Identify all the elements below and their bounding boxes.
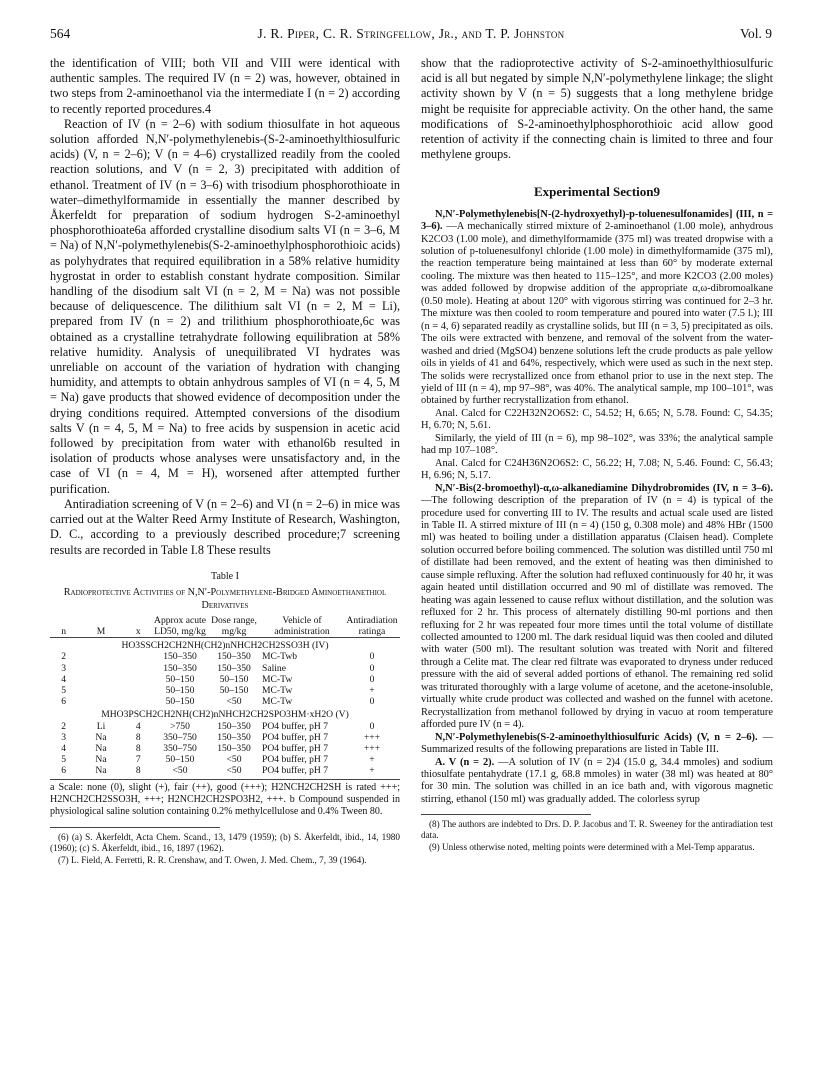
table-cell: +++	[363, 742, 381, 754]
table-header-cell: n	[50, 615, 77, 638]
experimental-paragraph	[421, 757, 773, 807]
table-cell: +	[369, 754, 375, 766]
table-cell: Saline	[262, 662, 286, 674]
table-cell: 0	[369, 662, 375, 674]
paragraph: show that the radioprotective activity of S-2-aminoethylthiosulfuric acid is all but negated by simple N,N′-polymethylene linkage; the slight activity shown by V (n = 5) suggests that a long methylene bridge might be requisite for appreciable activity. On the other hand, the same modifications of S-2-aminoethylphosphorothioic acid allow good retention of activity if the connecting chain is limited to three and four methylene groups.	[421, 56, 773, 162]
table-cell: 6	[50, 765, 77, 779]
paragraph-text: —Summarized results of the following preparations are listed in Table III.	[421, 731, 773, 756]
data-table	[50, 615, 400, 780]
experimental-paragraph	[421, 732, 773, 757]
footnote-divider	[421, 814, 591, 815]
section-title: Experimental Section9	[533, 184, 660, 200]
table-cell: 5	[61, 754, 67, 766]
table-row	[50, 754, 400, 765]
table-cell: MC-Twb	[262, 651, 298, 663]
running-header	[50, 26, 772, 44]
table-cell: 0	[369, 696, 375, 708]
paragraph: the identification of VIII; both VII and VIII were identical with authentic samples. The required IV (n = 2) was, however, obtained in two steps from 2-aminoethanol via the intermediate I (n = 2) according to recently reported procedures.4	[50, 56, 400, 116]
table-cell: PO4 buffer, pH 7	[262, 742, 329, 754]
table-header-cell: Vehicle of administration	[260, 615, 344, 638]
right-column	[421, 56, 773, 854]
table-header-cell: Approx acute LD50, mg/kg	[152, 615, 208, 638]
table-cell: 4	[135, 720, 141, 732]
table-cell: MC-Tw	[262, 696, 293, 708]
table-row	[50, 685, 400, 696]
table-cell: 50–150	[165, 684, 195, 696]
table-cell: 150–350	[163, 662, 197, 674]
paragraph-text: Anal. Calcd for C24H36N2O6S2: C, 56.22; H, 7.08; N, 5.46. Found: C, 56.43; H, 6.96; N, 5.17.	[421, 457, 773, 482]
table-cell: 350–750	[163, 742, 197, 754]
table-header-cell: Antiradiation ratinga	[344, 615, 400, 638]
paragraph-heading: N,N′-Polymethylenebis(S-2-aminoethylthiosulfuric Acids) (V, n = 2–6).	[435, 731, 758, 743]
table-row	[50, 765, 400, 779]
footnotes	[421, 819, 773, 853]
table-cell: 4	[61, 673, 67, 685]
paragraph-text: —A solution of IV (n = 2)4 (15.0 g, 34.4 mmoles) and sodium thiosulfate pentahydrate (17.1 g, 68.8 mmoles) in water (38 ml) was heated at 80° for 30 min. The solution was chilled in an ice bath and, with vigorous magnetic stirring, ethanol (150 ml) was gradually added. The colorless syrup	[421, 756, 773, 805]
table-cell: 2	[61, 720, 67, 732]
table-cell: 150–350	[217, 662, 251, 674]
table-cell	[77, 663, 124, 674]
volume-label: Vol. 9	[739, 26, 772, 41]
table-cell: 4	[61, 742, 67, 754]
table-cell: 0	[369, 651, 375, 663]
table-cell: <50	[152, 765, 208, 779]
table-label: Table I	[211, 570, 239, 582]
table-row	[50, 732, 400, 743]
paragraph: Antiradiation screening of V (n = 2–6) and VI (n = 2–6) in mice was carried out at the Walter Reed Army Institute of Research, Washington, D. C., according to a previously described procedure;7 screening results are recorded in Table I.8 These results	[50, 496, 400, 557]
table-cell: >750	[170, 720, 190, 732]
table-cell: MC-Tw	[262, 684, 293, 696]
table-cell	[125, 685, 152, 696]
table-cell: 50–150	[165, 673, 195, 685]
table-cell: PO4 buffer, pH 7	[262, 731, 329, 743]
table-cell: PO4 buffer, pH 7	[260, 765, 344, 779]
table-cell: <50	[226, 696, 242, 708]
left-column	[50, 56, 400, 867]
table-cell: 150–350	[217, 731, 251, 743]
table-cell: 50–150	[219, 673, 249, 685]
table-cell: 150–350	[217, 720, 251, 732]
table-cell: <50	[208, 765, 260, 779]
table-cell: 0	[369, 720, 375, 732]
paragraph-heading: A. V (n = 2).	[435, 756, 495, 768]
table-row	[50, 674, 400, 685]
footnotes	[50, 832, 400, 866]
paragraph-text: Similarly, the yield of III (n = 6), mp 98–102°, was 33%; the analytical sample had mp 107–108°.	[421, 432, 773, 457]
experimental-paragraph	[421, 209, 773, 408]
table-cell: 3	[61, 662, 67, 674]
footnote-divider	[50, 827, 220, 828]
table-group-title: HO3SSCH2CH2NH(CH2)nNHCH2CH2SSO3H (IV)	[121, 640, 329, 652]
table-cell: 50–150	[165, 754, 195, 766]
table-cell: +++	[363, 731, 381, 743]
table-cell: Na	[77, 765, 124, 779]
table-cell: 0	[369, 673, 375, 685]
table-cell: 8	[135, 742, 141, 754]
table-cell	[77, 696, 124, 707]
table-cell: PO4 buffer, pH 7	[262, 754, 329, 766]
table-cell: 50–150	[219, 684, 249, 696]
table-cell: 50–150	[165, 696, 195, 708]
paragraph-text: —A mechanically stirred mixture of 2-aminoethanol (1.00 mole), anhydrous K2CO3 (1.00 mole), and dimethylformamide (375 ml) was treated dropwise with a solution of p-toluenesulfonyl chloride (1.00 mole) in dimethylformamide (375 ml), the reaction temperature being maintained at less than 60° by moderate external cooling. The mixture was then heated to 115–125°, and more K2CO3 (2.00 moles) was added followed by dropwise addition of the appropriate α,ω-dibromoalkane (0.50 mole). Heating at about 120° with vigorous stirring was continued for 2–3 hr. The mixture was then cooled to room temperature and poured into water (7.5 l.); III (n = 4, 6) separated readily as crystalline solids, but III (n = 3, 5) precipitated as oils. The oils were extracted with benzene, and removal of the solvent from the water-washed and dried (MgSO4) benzene solutions left the crude products as pale yellow oils in yields of 41 and 64%, respectively, which were used as such in the next step. The solids were recrystallized once from ethanol prior to use in the next step. The yield of III (n = 4), mp 97–98°, was 40%. The analytical sample, mp 100–101°, was obtained by further recrystallization from ethanol.	[421, 221, 773, 407]
table-cell: PO4 buffer, pH 7	[262, 720, 329, 732]
table-header-cell: x	[125, 615, 152, 638]
paragraph-heading: N,N′-Polymethylenebis[N-(2-hydroxyethyl)-p-toluenesulfonamides] (III, n = 3–6).	[421, 208, 773, 233]
table-header-cell: M	[77, 615, 124, 638]
table-cell: 350–750	[163, 731, 197, 743]
table-cell: 8	[125, 765, 152, 779]
running-title: J. R. Piper, C. R. Stringfellow, Jr., and T. P. Johnston	[257, 26, 565, 41]
table-cell: 150–350	[217, 651, 251, 663]
experimental-paragraph	[421, 408, 773, 433]
experimental-paragraph	[421, 433, 773, 458]
experimental-paragraph	[421, 458, 773, 483]
table-caption: Radioprotective Activities of N,N′-Polymethylene-Bridged Aminoethanethiol Derivatives	[63, 586, 387, 611]
table-cell: 5	[61, 684, 67, 696]
footnote: (9) Unless otherwise noted, melting points were determined with a Mel-Temp apparatus.	[429, 842, 755, 853]
table-row	[50, 663, 400, 674]
table-cell: 6	[61, 696, 67, 708]
table-row	[50, 743, 400, 754]
table-cell: 150–350	[217, 742, 251, 754]
table-cell: 7	[135, 754, 141, 766]
table-cell: +	[369, 684, 375, 696]
table-cell	[77, 651, 124, 662]
table-cell: Na	[95, 731, 107, 743]
experimental-paragraph	[421, 483, 773, 732]
paragraph-heading: N,N′-Bis(2-bromoethyl)-α,ω-alkanediamine Dihydrobromides (IV, n = 3–6).	[435, 482, 773, 494]
table-cell	[125, 651, 152, 662]
footnote: (7) L. Field, A. Ferretti, R. R. Crenshaw, and T. Owen, J. Med. Chem., 7, 39 (1964).	[58, 854, 367, 865]
table-cell: MC-Tw	[262, 673, 293, 685]
table-row	[50, 651, 400, 662]
table-cell: 2	[61, 651, 67, 663]
table-cell: Na	[95, 742, 107, 754]
paragraph-text: —The following description of the preparation of IV (n = 4) is typical of the procedure used for converting III to IV. The results and actual scale used are listed in Table II. A stirred mixture of III (n = 4) (150 g, 0.308 mole) and 48% HBr (1500 ml) was heated to boiling under a distillation apparatus (Claisen head). Complete solution occurred before boiling commenced. The solution was distilled until 750 ml of distillate had been removed, and the extent of heating was then diminished to cause simple refluxing. After the solution had refluxed continuously for 40 hr, it was again heated until distillation occurred and 90 ml of distillate was removed. The heating was again lessened to cause reflux without distillation, and the solution was refluxed for 2 hr. This process of alternately distilling 90-ml portions and then refluxing for 2 hr was repeated four more times until the total volume of distillate collected amounted to 1200 ml. The dark residual liquid was then cooled and diluted with water (500 ml). The resultant solution was treated with Norit and filtered through a Celite mat. The clear red filtrate was evaporated to dryness under reduced pressure with the aid of several added portions of ethanol. The remaining red solid was triturated thoroughly with a large volume of acetone, and the acetone-insoluble, virtually white crude product was collected and washed on the funnel with acetone. Recrystallization from methanol followed by drying in vacuo at room temperature afforded pure IV (n = 4).	[421, 495, 773, 731]
table-cell	[125, 663, 152, 674]
table-cell: 3	[61, 731, 67, 743]
table-cell: Li	[96, 720, 106, 732]
table-cell	[125, 674, 152, 685]
table-cell	[77, 674, 124, 685]
table-header-cell: Dose range, mg/kg	[208, 615, 260, 638]
table-cell: <50	[226, 754, 242, 766]
table-cell	[77, 685, 124, 696]
experimental-section	[421, 209, 773, 807]
table-cell: 150–350	[163, 651, 197, 663]
table-row	[50, 696, 400, 707]
table-group-title: MHO3PSCH2CH2NH(CH2)nNHCH2CH2SPO3HM·xH2O (V)	[101, 709, 349, 721]
paragraph: Reaction of IV (n = 2–6) with sodium thiosulfate in hot aqueous solution afforded N,N′-polymethylenebis-(S-2-aminoethylthiosulfuric acids) (V, n = 2–6); V (n = 4–6) crystallized readily from the cooled reaction solutions, and V (n = 2, 3) precipitated with addition of ethanol. Treatment of IV (n = 3–6) with trisodium phosphorothioate in water–dimethylformamide in essentially the manner described by Åkerfeldt for preparation of sodium hydrogen S-2-aminoethyl phosphorothioate6a afforded crystalline disodium salts VI (n = 3–6, M = Na) of N,N′-polymethylenebis(S-2-aminoethylphosphorothioic acids) as polyhydrates that required equilibration in a 58% relative humidity hygrostat in order to establish constant hydrate composition. Similar handling of the disodium salt VI (n = 2, M = Na) was not possible because of deliquescence. The dilithium salt VI (n = 2, M = Li), prepared from IV (n = 2) and trilithium phosphorothioate,6c was obtained as a crystalline tetrahydrate following equilibration at 58% relative humidity. Analysis of unequilibrated VI hydrates was unreliable on account of the variation of hydration with changing humidity, and attempts to obtain anhydrous samples of VI (n = 4, 5, M = Na) gave products that showed evidence of decomposition under the drying conditions required. Attempted conversions of the disodium salts V (n = 4, 5, M = Na) to free acids by suspension in acetic acid followed by precipitation from water with ethanol6b resulted in isolation of products whose analyses were unsatisfactory and, in the case of VI (n = 4, M = H), worsened after attempted further purification.	[50, 116, 400, 496]
footnote: (8) The authors are indebted to Drs. D. P. Jacobus and T. R. Sweeney for the antiradiation test data.	[421, 819, 773, 841]
footnote: (6) (a) S. Åkerfeldt, Acta Chem. Scand., 13, 1479 (1959); (b) S. Åkerfeldt, ibid., 14, 1980 (1960); (c) S. Åkerfeldt, ibid., 16, 1897 (1962).	[50, 831, 400, 853]
table-row	[50, 721, 400, 732]
table-cell: 8	[135, 731, 141, 743]
table-cell: +	[344, 765, 400, 779]
paragraph-text: Anal. Calcd for C22H32N2O6S2: C, 54.52; H, 6.65; N, 5.78. Found: C, 54.35; H, 6.70; N, 5.61.	[421, 407, 773, 432]
table-cell	[125, 696, 152, 707]
table-notes: a Scale: none (0), slight (+), fair (++), good (+++); H2NCH2CH2SH is rated +++; H2NCH2CH2SSO3H, +++; H2NCH2CH2SPO3H2, +++. b Compound suspended in physiological saline solution containing 0.2% methylcellulose and 0.4% Tween 80.	[50, 781, 400, 818]
page-number: 564	[50, 26, 71, 41]
table-cell: Na	[95, 754, 107, 766]
